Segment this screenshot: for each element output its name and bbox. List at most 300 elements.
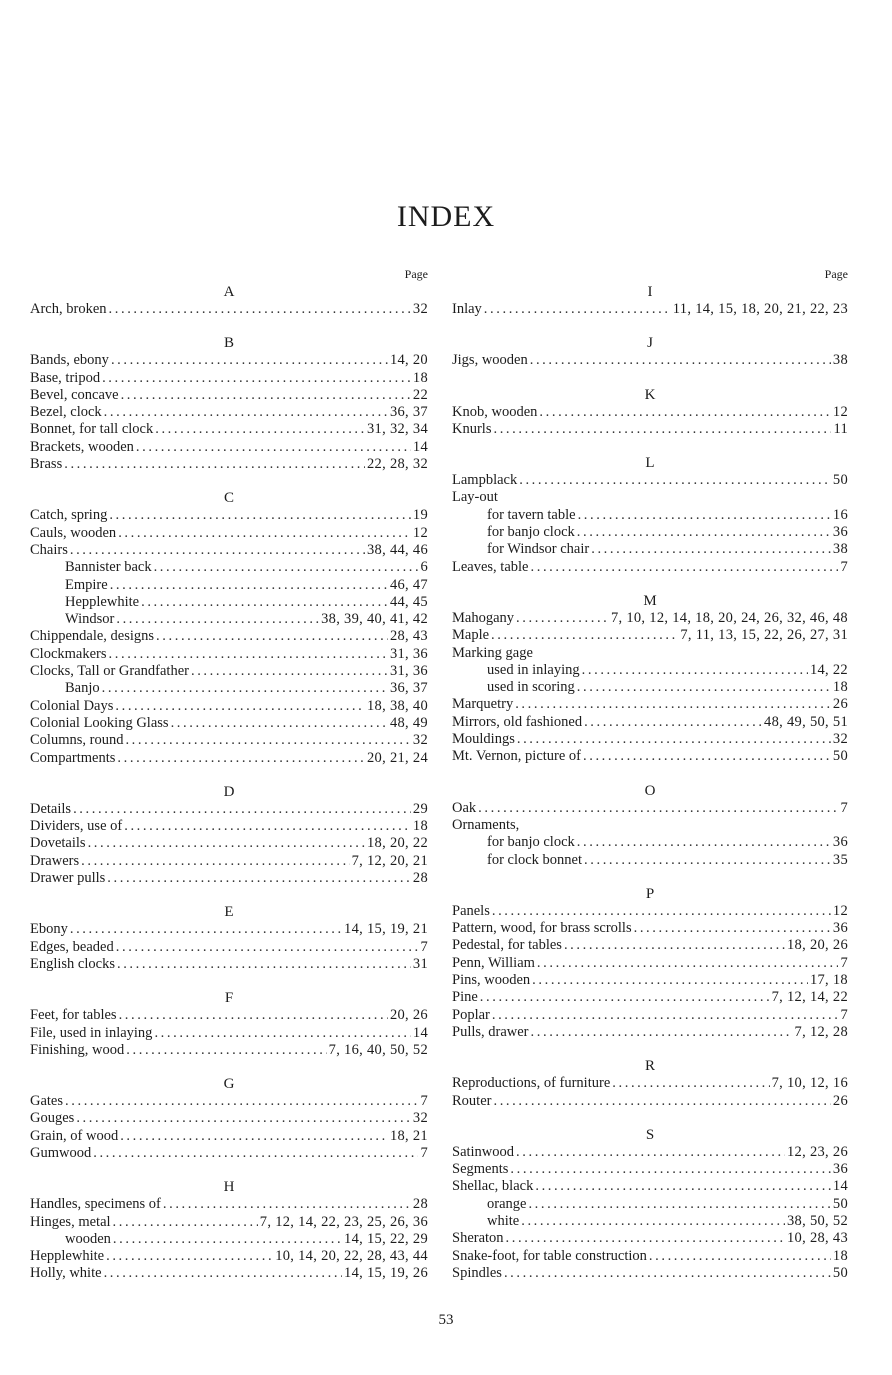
entry-label: Leaves, table [452,558,529,575]
entry-label: Clockmakers [30,645,107,662]
entry-label: Grain, of wood [30,1127,119,1144]
entry-label: for clock bonnet [487,851,583,868]
entry-pages: 18, 21 [389,1127,428,1144]
entry-pages: 18 [412,818,428,835]
entry-label: Mouldings [452,731,515,748]
index-entry [30,594,428,611]
entry-label: File, used in inlaying [30,1024,153,1041]
entry-pages: 31, 36 [389,663,428,680]
entry-label: Edges, beaded [30,938,114,955]
dot-leader [493,421,831,438]
entry-label: Reproductions, of furniture [452,1075,611,1092]
entry-pages: 7, 12, 14, 22, 23, 25, 26, 36 [259,1213,428,1230]
entry-label: Compartments [30,749,116,766]
entry-pages: 16 [832,506,848,523]
entry-pages: 50 [832,1264,848,1281]
entry-pages: 12 [832,902,848,919]
index-entry [452,679,848,696]
entry-pages: 18 [412,369,428,386]
entry-pages: 19 [412,507,428,524]
index-entry [452,920,848,937]
entry-pages: 18 [832,679,848,696]
dot-leader [504,1265,831,1282]
dot-leader [517,731,831,748]
index-entry [452,627,848,644]
dot-leader [126,1042,326,1059]
index-entry [452,559,848,576]
dot-leader [116,939,419,956]
index-entry [30,835,428,852]
section-spacer [452,1110,848,1127]
entry-pages: 7, 10, 12, 16 [771,1075,848,1092]
entry-label: Pattern, wood, for brass scrolls [452,920,632,937]
dot-leader [154,1025,410,1042]
section-spacer [452,438,848,455]
dot-leader [109,507,411,524]
index-entry [452,1178,848,1195]
index-entry [452,472,848,489]
index-entry [30,870,428,887]
index-entry [452,714,848,731]
dot-leader [510,1161,831,1178]
entry-pages: 32 [412,732,428,749]
entry-pages: 36, 37 [389,404,428,421]
dot-leader [478,800,838,817]
dot-leader [64,456,365,473]
entry-label: Sheraton [452,1230,504,1247]
entry-pages: 7 [840,558,848,575]
entry-label: Gouges [30,1110,75,1127]
entry-label: Pine [452,989,478,1006]
dot-leader [582,662,808,679]
index-entry [452,610,848,627]
entry-pages: 38, 44, 46 [367,541,428,558]
index-entry [30,801,428,818]
section-letter: C [223,490,234,507]
entry-pages: 36 [832,834,848,851]
entry-pages: 7, 16, 40, 50, 52 [328,1041,428,1058]
entry-pages: 32 [412,1110,428,1127]
index-entry [452,1265,848,1282]
dot-leader [118,525,411,542]
section-spacer [452,766,848,783]
index-entry [30,1231,428,1248]
index-entry [452,662,848,679]
index-entry [452,1093,848,1110]
entry-pages: 26 [832,696,848,713]
dot-leader [70,542,365,559]
dot-leader [120,1128,388,1145]
entry-pages: 36 [832,524,848,541]
entry-pages: 11 [833,420,848,437]
entry-label: Bevel, concave [30,386,119,403]
section-letter: R [644,1058,655,1075]
entry-label: Poplar [452,1006,490,1023]
section-spacer [452,318,848,335]
dot-leader [484,301,671,318]
index-entry [30,1145,428,1162]
entry-label: Colonial Days [30,697,114,714]
index-entry [452,645,848,662]
entry-label: Jigs, wooden [452,352,528,369]
index-entry [452,1213,848,1230]
entry-label: Cauls, wooden [30,524,117,541]
index-entry [452,1007,848,1024]
entry-pages: 32 [412,301,428,317]
sections-container [30,284,428,1283]
entry-label: Columns, round [30,732,124,749]
dot-leader [564,937,785,954]
index-entry [30,750,428,767]
dot-leader [141,594,388,611]
index-entry [452,507,848,524]
dot-leader [584,714,762,731]
dot-leader [577,524,831,541]
index-entry [30,1248,428,1265]
dot-leader [516,610,609,627]
index-entry [452,1161,848,1178]
dot-leader [117,956,411,973]
section-spacer [452,370,848,387]
dot-leader [516,1144,785,1161]
index-entry [452,524,848,541]
entry-pages: 50 [832,472,848,489]
entry-pages: 11, 14, 15, 18, 20, 21, 22, 23 [672,301,848,317]
index-entry [30,663,428,680]
entry-pages: 7, 12, 14, 22 [771,989,848,1006]
entry-pages: 17, 18 [809,972,848,989]
entry-pages: 28 [412,1196,428,1213]
entry-pages: 29 [412,800,428,817]
index-entry [30,525,428,542]
entry-label: Gates [30,1093,64,1110]
index-entry [452,1196,848,1213]
section-spacer [452,576,848,593]
entry-label: orange [487,1195,527,1212]
entry-pages: 36, 37 [389,680,428,697]
entry-pages: 14 [832,1178,848,1195]
dot-leader [115,698,365,715]
index-entry [452,817,848,834]
index-entry [30,370,428,387]
entry-label: Lay-out [452,489,498,506]
entry-label: for banjo clock [487,524,575,541]
section-letter: A [223,284,235,300]
sections-container [452,284,848,1282]
entry-label: Lampblack [452,472,518,489]
index-entry [452,903,848,920]
index-entry [452,489,848,506]
entry-pages: 7 [420,1144,428,1161]
entry-label: Mirrors, old fashioned [452,713,583,730]
entry-pages: 14, 20 [389,352,428,369]
entry-label: Colonial Looking Glass [30,714,169,731]
entry-pages: 38, 50, 52 [787,1212,848,1229]
dot-leader [93,1145,418,1162]
dot-leader [102,680,388,697]
entry-pages: 38 [832,352,848,369]
dot-leader [649,1248,831,1265]
dot-leader [584,852,831,869]
dot-leader [612,1075,769,1092]
index-entry [452,1248,848,1265]
entry-label: Clocks, Tall or Grandfather [30,663,189,680]
entry-label: Dovetails [30,835,86,852]
index-entry [452,731,848,748]
index-column-left [30,264,428,1283]
index-entry [30,1265,428,1282]
entry-label: Marquetry [452,696,514,713]
index-entry [452,834,848,851]
dot-leader [76,1110,411,1127]
entry-pages: 28 [412,870,428,887]
section-letter: E [224,904,234,921]
section-letter: M [643,592,657,609]
entry-label: English clocks [30,955,115,972]
dot-leader [515,696,831,713]
dot-leader [156,628,388,645]
entry-pages: 14, 22 [809,661,848,678]
index-entry [452,301,848,318]
entry-pages: 12, 23, 26 [787,1143,848,1160]
entry-label: Pulls, drawer [452,1023,529,1040]
entry-pages: 12 [412,524,428,541]
entry-pages: 32 [832,731,848,748]
page-column-label: Page [824,267,848,281]
entry-label: Mt. Vernon, picture of [452,748,581,765]
index-entry [30,456,428,473]
entry-pages: 18 [832,1247,848,1264]
index-entry [30,646,428,663]
dot-leader [634,920,831,937]
section-letter: J [647,335,653,352]
index-entry [452,748,848,765]
entry-label: Feet, for tables [30,1007,117,1024]
section-letter: K [644,386,656,403]
entry-label: Router [452,1092,492,1109]
entry-label: Brass [30,456,63,473]
index-entry [30,1128,428,1145]
entry-label: Finishing, wood [30,1041,125,1058]
index-entry [452,852,848,869]
entry-label: Maple [452,627,490,644]
section-spacer [30,318,428,335]
section-letter: P [645,885,655,902]
entry-label: Catch, spring [30,507,108,524]
dot-leader [88,835,365,852]
dot-leader [102,370,411,387]
dot-leader [111,352,388,369]
entry-label: Ornaments, [452,816,520,833]
index-entry [30,507,428,524]
entry-pages: 7, 12, 28 [794,1023,848,1040]
section-spacer [30,767,428,784]
entry-label: Details [30,800,72,817]
entry-pages: 14 [412,1024,428,1041]
entry-label: Bezel, clock [30,404,102,421]
index-entry [30,921,428,938]
dot-leader [531,1024,793,1041]
entry-label: Handles, specimens of [30,1196,161,1213]
entry-label: Ebony [30,921,68,938]
dot-leader [109,646,388,663]
entry-label: white [487,1212,520,1229]
index-entry [30,715,428,732]
entry-label: Drawers [30,852,80,869]
entry-label: Brackets, wooden [30,438,134,455]
section-spacer [452,1041,848,1058]
entry-pages: 12 [832,403,848,420]
dot-leader [577,679,831,696]
section-spacer [30,973,428,990]
section-letter: H [223,1179,235,1196]
dot-leader [493,1093,830,1110]
dot-leader [531,559,839,576]
index-entry [452,972,848,989]
section-letter: S [645,1126,655,1143]
dot-leader [171,715,388,732]
entry-label: Gumwood [30,1144,92,1161]
section-letter: B [223,335,234,352]
index-entry [452,352,848,369]
entry-pages: 7, 11, 13, 15, 22, 26, 27, 31 [680,627,848,644]
index-entry [30,956,428,973]
entry-label: used in scoring [487,679,575,696]
page-number: 53 [438,1312,454,1328]
index-entry [30,559,428,576]
dot-leader [73,801,411,818]
section-letter: G [223,1076,235,1093]
index-entry [30,818,428,835]
entry-pages: 35 [832,851,848,868]
index-entry [30,577,428,594]
index-entry [30,439,428,456]
entry-pages: 14, 15, 19, 21 [344,921,428,938]
dot-leader [65,1093,418,1110]
entry-pages: 14 [412,438,428,455]
index-entry [30,542,428,559]
dot-leader [519,472,831,489]
dot-leader [107,870,411,887]
entry-label: Oak [452,799,477,816]
dot-leader [535,1178,831,1195]
dot-leader [506,1230,785,1247]
entry-pages: 20, 21, 24 [367,749,428,766]
entry-label: Knob, wooden [452,403,538,420]
dot-leader [125,732,410,749]
entry-pages: 6 [420,559,428,576]
entry-pages: 7 [420,938,428,955]
page-column-label: Page [404,267,428,281]
entry-pages: 26 [832,1092,848,1109]
entry-label: Penn, William [452,954,535,971]
entry-label: Banjo [65,680,100,697]
entry-pages: 48, 49 [389,714,428,731]
entry-label: for banjo clock [487,834,575,851]
index-entry [452,1024,848,1041]
entry-label: Hinges, metal [30,1213,111,1230]
entry-pages: 48, 49, 50, 51 [764,713,848,730]
dot-leader [70,921,342,938]
index-entry [30,1093,428,1110]
entry-label: Pedestal, for tables [452,937,562,954]
dot-leader [583,748,831,765]
entry-pages: 7, 10, 12, 14, 18, 20, 24, 26, 32, 46, 48 [610,609,848,626]
entry-pages: 36 [832,920,848,937]
entry-pages: 38 [832,541,848,558]
section-letter: L [645,455,655,472]
entry-pages: 31, 36 [389,645,428,662]
index-entry [30,1110,428,1127]
dot-leader [532,972,808,989]
index-entry [452,696,848,713]
index-entry [452,937,848,954]
dot-leader [492,903,831,920]
entry-label: Bonnet, for tall clock [30,421,154,438]
entry-label: Mahogany [452,609,515,626]
index-entry [452,800,848,817]
entry-label: Inlay [452,301,482,317]
entry-label: Segments [452,1161,509,1178]
entry-pages: 18, 38, 40 [367,697,428,714]
entry-pages: 28, 43 [389,628,428,645]
dot-leader [116,611,319,628]
index-entry [30,352,428,369]
dot-leader [537,955,839,972]
entry-pages: 46, 47 [389,576,428,593]
entry-label: Knurls [452,420,492,437]
entry-label: Arch, broken [30,301,107,317]
entry-pages: 18, 20, 26 [787,937,848,954]
entry-label: Chairs [30,541,68,558]
entry-label: Hepplewhite [65,593,140,610]
dot-leader [521,1213,785,1230]
section-letter: O [644,782,656,799]
entry-label: Satinwood [452,1143,515,1160]
dot-leader [113,1214,258,1231]
entry-pages: 22 [412,386,428,403]
index-entry [30,1196,428,1213]
index-column-right [452,264,848,1282]
entry-label: Marking gage [452,644,533,661]
index-entry [30,1042,428,1059]
dot-leader [136,439,411,456]
section-spacer [452,869,848,886]
dot-leader [191,663,388,680]
index-entry [30,680,428,697]
dot-leader [480,989,770,1006]
dot-leader [106,1248,273,1265]
entry-pages: 50 [832,1195,848,1212]
entry-pages: 38, 39, 40, 41, 42 [321,611,428,628]
dot-leader [113,1231,342,1248]
dot-leader [109,301,411,318]
entry-pages: 10, 14, 20, 22, 28, 43, 44 [275,1248,428,1265]
entry-pages: 14, 15, 22, 29 [344,1230,428,1247]
index-entry [30,939,428,956]
index-entry [30,1214,428,1231]
entry-pages: 31, 32, 34 [367,421,428,438]
entry-pages: 7, 12, 20, 21 [351,852,428,869]
index-entry [452,1230,848,1247]
index-entry [30,628,428,645]
index-entry [452,541,848,558]
index-entry [452,421,848,438]
entry-label: Panels [452,902,490,919]
dot-leader [577,834,831,851]
entry-pages: 14, 15, 19, 26 [344,1265,428,1282]
entry-pages: 36 [832,1161,848,1178]
